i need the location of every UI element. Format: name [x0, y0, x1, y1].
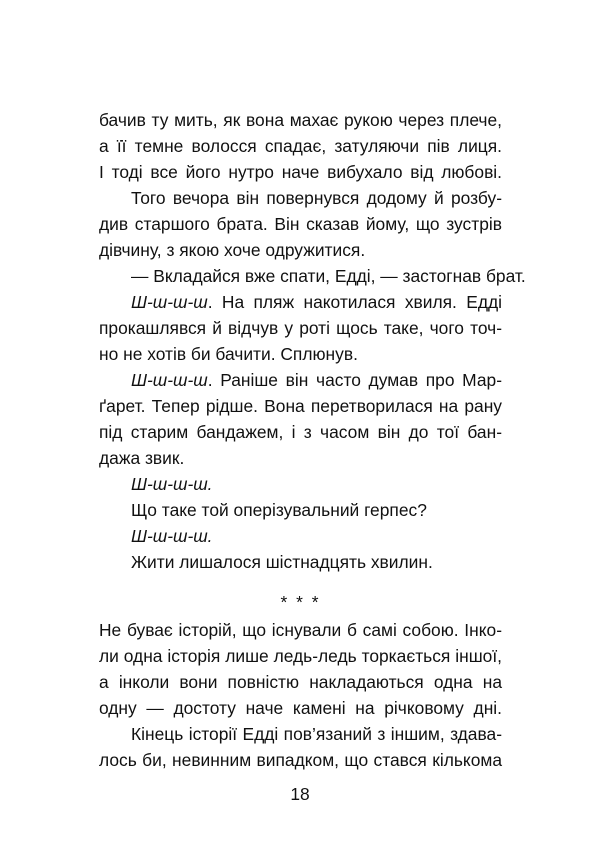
text-line: дівчину, з якою хоче одружитися. — [99, 240, 366, 260]
text-line: лось би, невинним випадком, що стався кількома — [99, 750, 502, 770]
text-line: Того вечора він повернувся додому й розбу- — [131, 188, 502, 208]
text-line — [131, 474, 502, 494]
text-line: прокашлявся й відчув у роті щось таке, чого точ- — [99, 318, 502, 338]
sound-effect: Ш-ш-ш-ш — [131, 292, 208, 312]
text-line — [131, 526, 502, 546]
text-line: І тоді все його нутро наче вибухало від любові. — [99, 162, 502, 182]
text-line: но не хотів би бачити. Сплюнув. — [99, 344, 358, 364]
sound-effect: Ш-ш-ш-ш — [131, 370, 208, 390]
text-line: Що таке той оперізувальний герпес? — [131, 500, 427, 520]
text-line: під старим бандажем, і з часом він до тої бан- — [99, 422, 502, 442]
text-line: дажа звик. — [99, 448, 185, 468]
text-line: ґарет. Тепер рідше. Вона перетворилася на рану — [99, 396, 502, 416]
text-line: бачив ту мить, як вона махає рукою через плече, — [99, 110, 502, 130]
page-number: 18 — [290, 784, 310, 804]
text-line: одну — достоту наче камені на річковому дні. — [99, 698, 502, 718]
text-line: Жити лишалося шістнадцять хвилин. — [131, 552, 433, 572]
text-line: а її темне волосся спадає, затуляючи пів лиця. — [99, 136, 502, 156]
dialogue-line: — Вкладайся вже спати, Едді, — застогнав брат. — [131, 266, 526, 286]
text-line — [131, 370, 502, 390]
text-line: Не буває історій, що існували б самі собою. Інко- — [99, 620, 502, 640]
text-segment: . Раніше він часто думав про Мар- — [207, 370, 502, 390]
sound-effect: Ш-ш-ш-ш. — [131, 526, 213, 546]
sound-effect: Ш-ш-ш-ш. — [131, 474, 213, 494]
text-line: Кінець історії Едді пов’язаний з іншим, здава- — [131, 724, 502, 744]
text-line: див старшого брата. Він сказав йому, що зустрів — [99, 214, 502, 234]
text-segment: . На пляж накотилася хвиля. Едді — [207, 292, 502, 312]
text-line — [131, 292, 502, 312]
section-separator: * * * — [280, 592, 321, 612]
text-line: а інколи вони повністю накладаються одна на — [99, 672, 502, 692]
text-line: ли одна історія лише ледь-ледь торкається іншої, — [99, 646, 502, 666]
